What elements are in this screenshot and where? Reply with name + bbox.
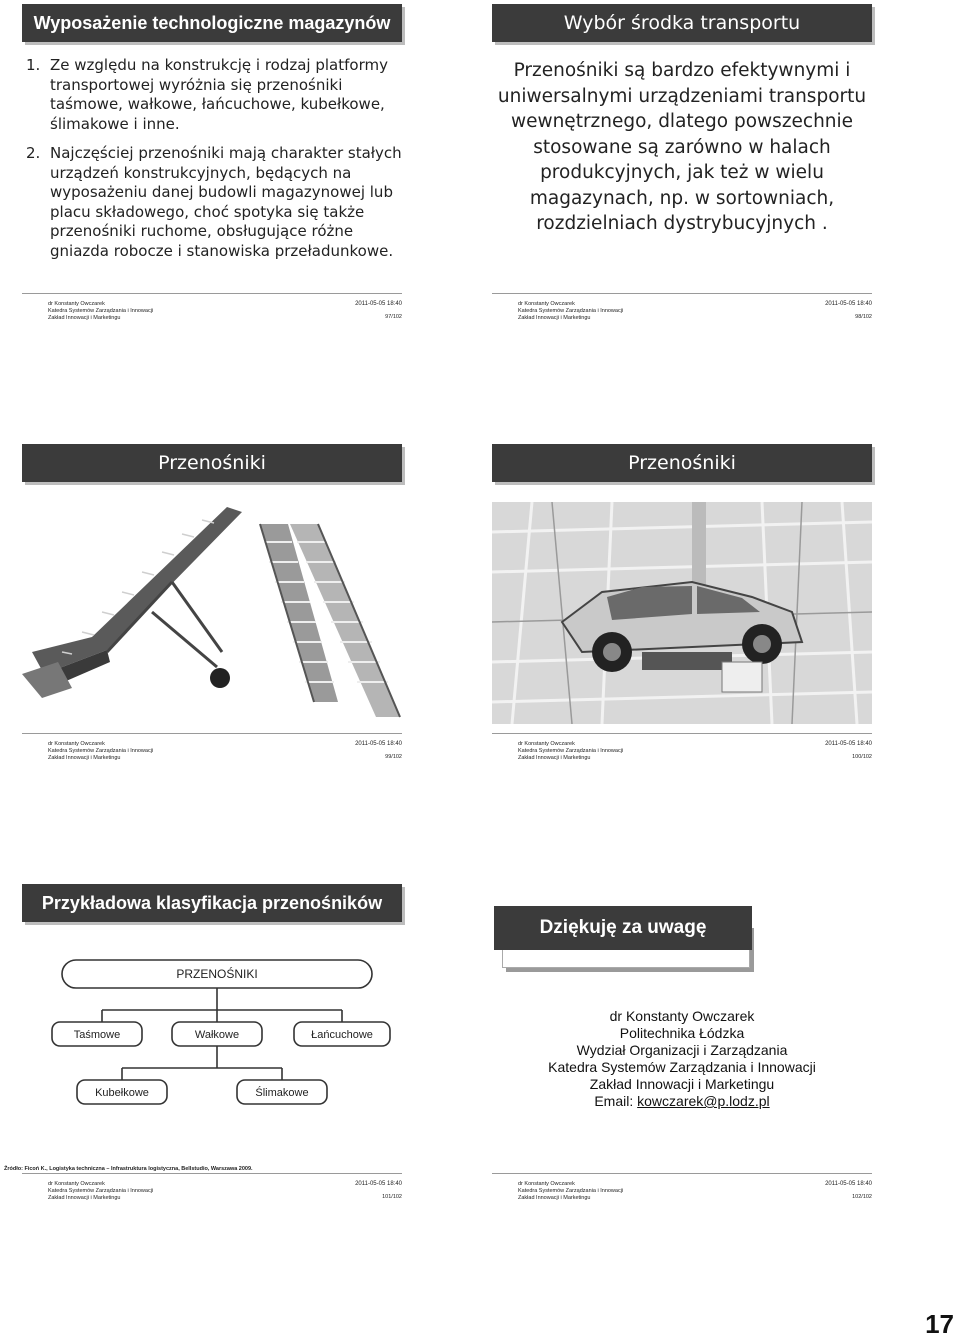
item-text: Najczęściej przenośniki mają charakter stałych urządzeń konstrukcyjnych, będących na wyposażeniu danej budowli magazynowej lub placu składowego, choć spotyka się także przenośniki ruchome, obsługujące różne gniazda robocze i stanowiska przeładunkowe. [50, 144, 402, 260]
email-label: Email: [594, 1093, 638, 1109]
slide-page-number: 100/102 [852, 754, 872, 760]
car-assembly-photo [492, 502, 872, 724]
diagram-node-label: Łańcuchowe [311, 1029, 373, 1041]
footer-date: 2011-05-05 18:40 [355, 301, 402, 307]
footer-author-block [48, 1181, 153, 1202]
contact-block [492, 1008, 872, 1110]
source-note: Źródło: Ficoń K., Logistyka techniczna – Infrastruktura logistyczna, Bellstudio, Warszawa 2009. [4, 1166, 253, 1172]
slide-footer [22, 1173, 402, 1206]
diagram-node-label: Ślimakowe [255, 1087, 309, 1099]
footer-unit: Zakład Innowacji i Marketingu [518, 1195, 591, 1201]
footer-author-block [518, 741, 623, 762]
bullet-list [22, 56, 402, 271]
slide-98 [472, 0, 872, 320]
slide-102 [472, 880, 872, 1200]
slide-97 [2, 0, 402, 320]
slide-99 [2, 440, 402, 760]
list-item [22, 144, 402, 261]
footer-unit: Zakład Innowacji i Marketingu [518, 755, 591, 761]
footer-department: Katedra Systemów Zarządzania i Innowacji [48, 308, 154, 314]
footer-unit: Zakład Innowacji i Marketingu [48, 1195, 121, 1201]
slide-footer [492, 1173, 872, 1206]
contact-university: Politechnika Łódzka [619, 1025, 745, 1041]
slide-title: Przenośniki [22, 444, 402, 482]
footer-author: dr Konstanty Owczarek [48, 741, 105, 747]
slide-title: Wybór środka transportu [492, 4, 872, 42]
footer-unit: Zakład Innowacji i Marketingu [48, 755, 121, 761]
footer-author-block [518, 301, 623, 322]
footer-date: 2011-05-05 18:40 [355, 1181, 402, 1187]
slide-title: Przenośniki [492, 444, 872, 482]
conveyors-photo [22, 502, 402, 724]
footer-date: 2011-05-05 18:40 [825, 301, 872, 307]
footer-unit: Zakład Innowacji i Marketingu [518, 315, 591, 321]
slide-page-number: 101/102 [382, 1194, 402, 1200]
slide-footer [492, 733, 872, 766]
email-link[interactable]: kowczarek@p.lodz.pl [637, 1093, 770, 1109]
item-number: 2. [26, 144, 41, 162]
footer-author-block [518, 1181, 623, 1202]
slide-footer [22, 733, 402, 766]
handout-page-number: 17 [925, 1309, 954, 1339]
classification-diagram [22, 942, 402, 1162]
slide-footer [22, 293, 402, 326]
slide-page-number: 99/102 [385, 754, 402, 760]
diagram-node-label: Kubełkowe [95, 1087, 149, 1099]
diagram-node-label: Taśmowe [73, 1029, 121, 1041]
diagram-root-label: PRZENOŚNIKI [176, 967, 258, 981]
footer-author-block [48, 741, 153, 762]
contact-unit: Zakład Innowacji i Marketingu [589, 1076, 775, 1092]
item-text: Ze względu na konstrukcję i rodzaj platformy transportowej wyróżnia się przenośniki taśmowe, wałkowe, łańcuchowe, kubełkowe, ślimakowe i inne. [50, 56, 388, 133]
footer-author-block [48, 301, 153, 322]
footer-author: dr Konstanty Owczarek [518, 1181, 575, 1187]
item-number: 1. [26, 56, 41, 74]
slide-footer [492, 293, 872, 326]
footer-department: Katedra Systemów Zarządzania i Innowacji [518, 748, 624, 754]
contact-faculty: Wydział Organizacji i Zarządzania [576, 1042, 788, 1058]
diagram-node-label: Wałkowe [194, 1029, 240, 1041]
footer-author: dr Konstanty Owczarek [518, 741, 575, 747]
footer-unit: Zakład Innowacji i Marketingu [48, 315, 121, 321]
slide-100 [472, 440, 872, 760]
footer-date: 2011-05-05 18:40 [825, 1181, 872, 1187]
footer-department: Katedra Systemów Zarządzania i Innowacji [48, 748, 154, 754]
footer-department: Katedra Systemów Zarządzania i Innowacji [518, 1188, 624, 1194]
footer-department: Katedra Systemów Zarządzania i Innowacji [48, 1188, 154, 1194]
slide-title: Wyposażenie technologiczne magazynów [22, 4, 402, 42]
contact-email-line [492, 1093, 872, 1110]
contact-department: Katedra Systemów Zarządzania i Innowacji [548, 1059, 816, 1075]
contact-name: dr Konstanty Owczarek [609, 1008, 755, 1024]
footer-date: 2011-05-05 18:40 [355, 741, 402, 747]
list-item [22, 56, 402, 134]
footer-author: dr Konstanty Owczarek [48, 1181, 105, 1187]
footer-author: dr Konstanty Owczarek [48, 301, 105, 307]
slide-page-number: 98/102 [855, 314, 872, 320]
footer-department: Katedra Systemów Zarządzania i Innowacji [518, 308, 624, 314]
footer-author: dr Konstanty Owczarek [518, 301, 575, 307]
slide-page-number: 97/102 [385, 314, 402, 320]
slide-title: Dziękuję za uwagę [494, 906, 752, 950]
slide-101 [2, 880, 402, 1200]
slide-body-text: Przenośniki są bardzo efektywnymi i uniwersalnymi urządzeniami transportu wewnętrznego, dlatego powszechnie stosowane są zarówno w halach produkcyjnych, jak też w wielu magazynach, np. w sortowniach, rozdzielniach dystrybucyjnych . [497, 60, 867, 234]
footer-date: 2011-05-05 18:40 [825, 741, 872, 747]
slide-title: Przykładowa klasyfikacja przenośników [22, 884, 402, 922]
slide-page-number: 102/102 [852, 1194, 872, 1200]
